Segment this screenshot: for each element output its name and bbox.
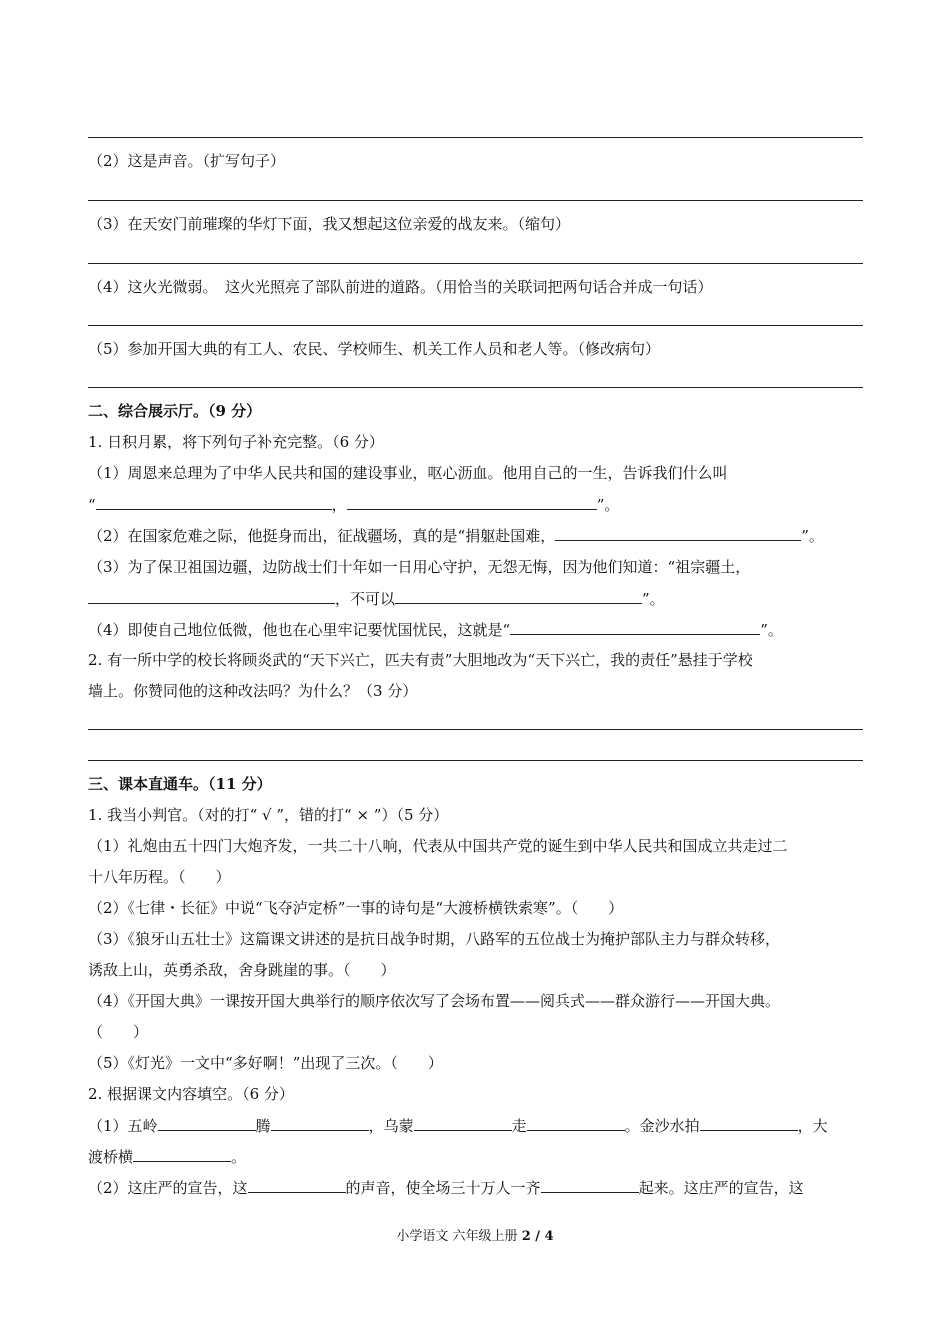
q2-1-g: 渡桥横 <box>88 1148 134 1166</box>
footer-text: 小学语文 六年级上册 <box>396 1229 522 1244</box>
section-3-q2-title: 2. 根据课文内容填空。（6 分） <box>88 1085 294 1103</box>
fill-blank[interactable] <box>541 1177 639 1193</box>
comma: ， <box>331 496 347 514</box>
section-2-q1-3-line2 <box>88 588 665 609</box>
answer-line <box>88 137 863 138</box>
answer-line <box>88 200 863 201</box>
section-3-q1-3-line2: 诱敌上山，英勇杀敌，舍身跳崖的事。（ ） <box>88 961 396 979</box>
fill-blank[interactable] <box>555 525 801 541</box>
question-1-4: （4）这火光微弱。 这火光照亮了部队前进的道路。（用恰当的关联词把两句话合并成一句话） <box>88 278 713 296</box>
section-3-q2-2-line1 <box>88 1177 804 1198</box>
q2-1-b: 腾 <box>255 1117 271 1135</box>
answer-line <box>88 387 863 388</box>
fill-blank[interactable] <box>414 1115 512 1131</box>
answer-line <box>88 729 863 730</box>
fill-blank[interactable] <box>133 1146 231 1162</box>
section-3-q1-1-line2: 十八年历程。（ ） <box>88 868 231 886</box>
quote-close: ”。 <box>801 527 824 545</box>
section-3-q1-3-line1: （3）《狼牙山五壮士》这篇课文讲述的是抗日战争时期，八路军的五位战士为掩护部队主力与群众转移， <box>88 930 781 948</box>
q2-2-b: 的声音，使全场三十万人一齐 <box>345 1179 541 1197</box>
q1-3-mid: ，不可以 <box>335 590 396 608</box>
section-3-q1-2: （2）《七律・长征》中说“飞夺泸定桥”一事的诗句是“大渡桥横铁索寒”。（ ） <box>88 899 624 917</box>
quote-open: “ <box>88 496 96 514</box>
answer-line <box>88 263 863 264</box>
section-3-q1-5: （5）《灯光》一文中“多好啊！”出现了三次。（ ） <box>88 1054 443 1072</box>
fill-blank[interactable] <box>158 1115 256 1131</box>
q2-1-d: 走 <box>511 1117 527 1135</box>
quote-close: ”。 <box>642 590 665 608</box>
section-3-q1-4-line1: （4）《开国大典》一课按开国大典举行的顺序依次写了会场布置——阅兵式——群众游行——开国大典。 <box>88 992 781 1010</box>
q1-4-text: （4）即使自己地位低微，他也在心里牢记要忧国忧民，这就是“ <box>88 621 511 639</box>
question-1-2: （2）这是声音。（扩写句子） <box>88 152 286 170</box>
fill-blank[interactable] <box>700 1115 798 1131</box>
quote-close: ”。 <box>596 496 620 514</box>
section-3-q1-1-line1: （1）礼炮由五十四门大炮齐发，一共二十八响，代表从中国共产党的诞生到中华人民共和国成立共走过二 <box>88 837 788 855</box>
section-2-q1-1-line2 <box>88 494 619 515</box>
q2-1-f: ，大 <box>797 1117 828 1135</box>
page-number: 2 / 4 <box>521 1229 554 1244</box>
section-2-q1-4 <box>88 619 783 640</box>
q2-1-a: （1）五岭 <box>88 1117 158 1135</box>
quote-close: ”。 <box>760 621 783 639</box>
fill-blank[interactable] <box>527 1115 625 1131</box>
fill-blank[interactable] <box>395 588 642 604</box>
fill-blank[interactable] <box>96 494 332 510</box>
answer-line <box>88 325 863 326</box>
fill-blank[interactable] <box>347 494 597 510</box>
fill-blank[interactable] <box>248 1177 346 1193</box>
section-2-q1-title: 1. 日积月累，将下列句子补充完整。（6 分） <box>88 433 384 451</box>
section-3-q1-4-line2: （ ） <box>88 1023 149 1041</box>
answer-line <box>88 760 863 761</box>
section-3-q1-title: 1. 我当小判官。（对的打“ √ ”，错的打“ × ”）（5 分） <box>88 806 449 824</box>
q2-1-c: ，乌蒙 <box>368 1117 414 1135</box>
section-2-q1-3-line1: （3）为了保卫祖国边疆，边防战士们十年如一日用心守护，无怨无悔，因为他们知道：“祖宗疆土， <box>88 558 751 576</box>
fill-blank[interactable] <box>88 588 335 604</box>
section-2-heading: 二、综合展示厅。（9 分） <box>88 402 262 420</box>
section-2-q2-line1: 2. 有一所中学的校长将顾炎武的“天下兴亡，匹夫有责”大胆地改为“天下兴亡，我的责任”悬挂于学校 <box>88 651 753 669</box>
fill-blank[interactable] <box>271 1115 369 1131</box>
question-1-5: （5）参加开国大典的有工人、农民、学校师生、机关工作人员和老人等。（修改病句） <box>88 340 661 358</box>
q2-2-a: （2）这庄严的宣告，这 <box>88 1179 248 1197</box>
section-3-q2-1-line1 <box>88 1115 828 1136</box>
section-2-q1-2 <box>88 525 824 546</box>
q2-2-c: 起来。这庄严的宣告，这 <box>638 1179 804 1197</box>
q1-2-text: （2）在国家危难之际，他挺身而出，征战疆场，真的是“捐躯赴国难， <box>88 527 556 545</box>
section-2-q1-1-line1: （1）周恩来总理为了中华人民共和国的建设事业，呕心沥血。他用自己的一生，告诉我们什么叫 <box>88 464 728 482</box>
page-footer <box>0 1225 950 1244</box>
q2-1-h: 。 <box>231 1148 247 1166</box>
section-3-heading: 三、课本直通车。（11 分） <box>88 775 272 793</box>
section-2-q2-line2: 墙上。你赞同他的这种改法吗？为什么？（3 分） <box>88 682 418 700</box>
section-3-q2-1-line2 <box>88 1146 246 1167</box>
fill-blank[interactable] <box>510 619 760 635</box>
question-1-3: （3）在天安门前璀璨的华灯下面，我又想起这位亲爱的战友来。（缩句） <box>88 215 571 233</box>
q2-1-e: 。金沙水拍 <box>624 1117 700 1135</box>
